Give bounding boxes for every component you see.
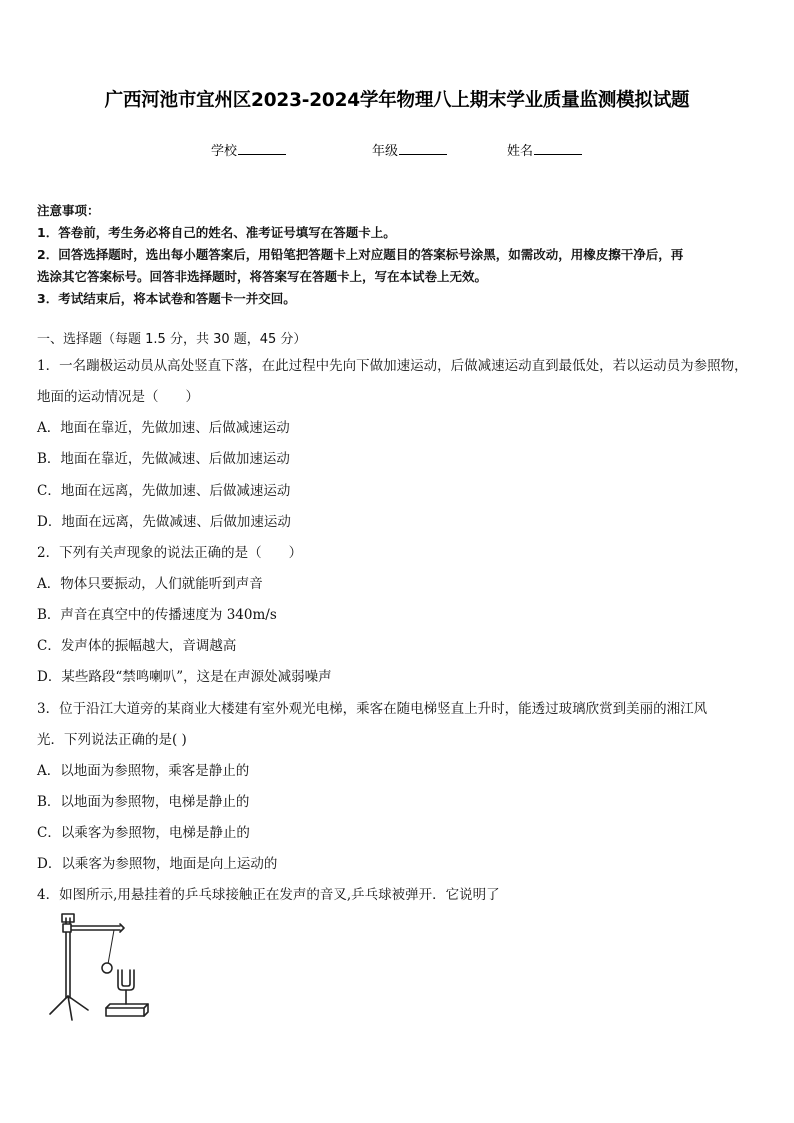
- answer-option: C．地面在远离，先做加速、后做减速运动: [37, 483, 291, 499]
- answer-option: B．声音在真空中的传播速度为 340m/s: [37, 607, 277, 623]
- answer-option: B．地面在靠近，先做减速、后做加速运动: [37, 451, 290, 467]
- school-field: [211, 140, 286, 159]
- answer-option: A．以地面为参照物，乘客是静止的: [37, 763, 250, 779]
- answer-option: A．地面在靠近，先做加速、后做减速运动: [37, 420, 290, 436]
- answer-option: B．以地面为参照物，电梯是静止的: [37, 794, 250, 810]
- notice-block: [37, 200, 761, 310]
- school-blank: [238, 142, 286, 155]
- question-stem: 2．下列有关声现象的说法正确的是（ ）: [37, 545, 303, 561]
- question-stem: 光．下列说法正确的是( ): [37, 732, 187, 748]
- grade-field: [372, 140, 447, 159]
- tuning-fork-figure: [44, 910, 156, 1028]
- answer-option: D．地面在远离，先做减速、后做加速运动: [37, 514, 291, 530]
- question-stem: 3．位于沿江大道旁的某商业大楼建有室外观光电梯，乘客在随电梯竖直上升时，能透过玻璃欣赏到美丽的湘江风: [37, 701, 708, 717]
- question-stem: 地面的运动情况是（ ）: [37, 389, 199, 405]
- notice-item: 1．答卷前，考生务必将自己的姓名、准考证号填写在答题卡上。: [37, 225, 396, 240]
- question-stem: 4．如图所示,用悬挂着的乒乓球接触正在发声的音叉,乒乓球被弹开．它说明了: [37, 887, 500, 903]
- name-blank: [534, 142, 582, 155]
- answer-option: D．某些路段“禁鸣喇叭”，这是在声源处减弱噪声: [37, 669, 332, 685]
- answer-option: D．以乘客为参照物，地面是向上运动的: [37, 856, 278, 872]
- ping-pong-ball: [102, 963, 112, 973]
- grade-label: 年级: [372, 144, 399, 159]
- notice-item: 3．考试结束后，将本试卷和答题卡一并交回。: [37, 291, 296, 306]
- school-label: 学校: [211, 144, 238, 159]
- notice-heading: 注意事项：: [37, 203, 100, 218]
- answer-option: A．物体只要振动，人们就能听到声音: [37, 576, 263, 592]
- section-heading: 一、选择题（每题 1.5 分，共 30 题，45 分）: [37, 332, 307, 347]
- name-label: 姓名: [507, 144, 534, 159]
- answer-option: C．以乘客为参照物，电梯是静止的: [37, 825, 250, 841]
- grade-blank: [399, 142, 447, 155]
- notice-item: 选涂其它答案标号。回答非选择题时，将答案写在答题卡上，写在本试卷上无效。: [37, 269, 488, 284]
- question-stem: 1．一名蹦极运动员从高处竖直下落，在此过程中先向下做加速运动，后做减速运动直到最低处，若以运动员为参照物，: [37, 358, 748, 374]
- name-field: [507, 140, 582, 159]
- notice-item: 2．回答选择题时，选出每小题答案后，用铅笔把答题卡上对应题目的答案标号涂黑，如需改动，用橡皮擦干净后，再: [37, 247, 684, 262]
- page-title: 广西河池市宜州区2023-2024学年物理八上期末学业质量监测模拟试题: [104, 90, 690, 111]
- answer-option: C．发声体的振幅越大，音调越高: [37, 638, 237, 654]
